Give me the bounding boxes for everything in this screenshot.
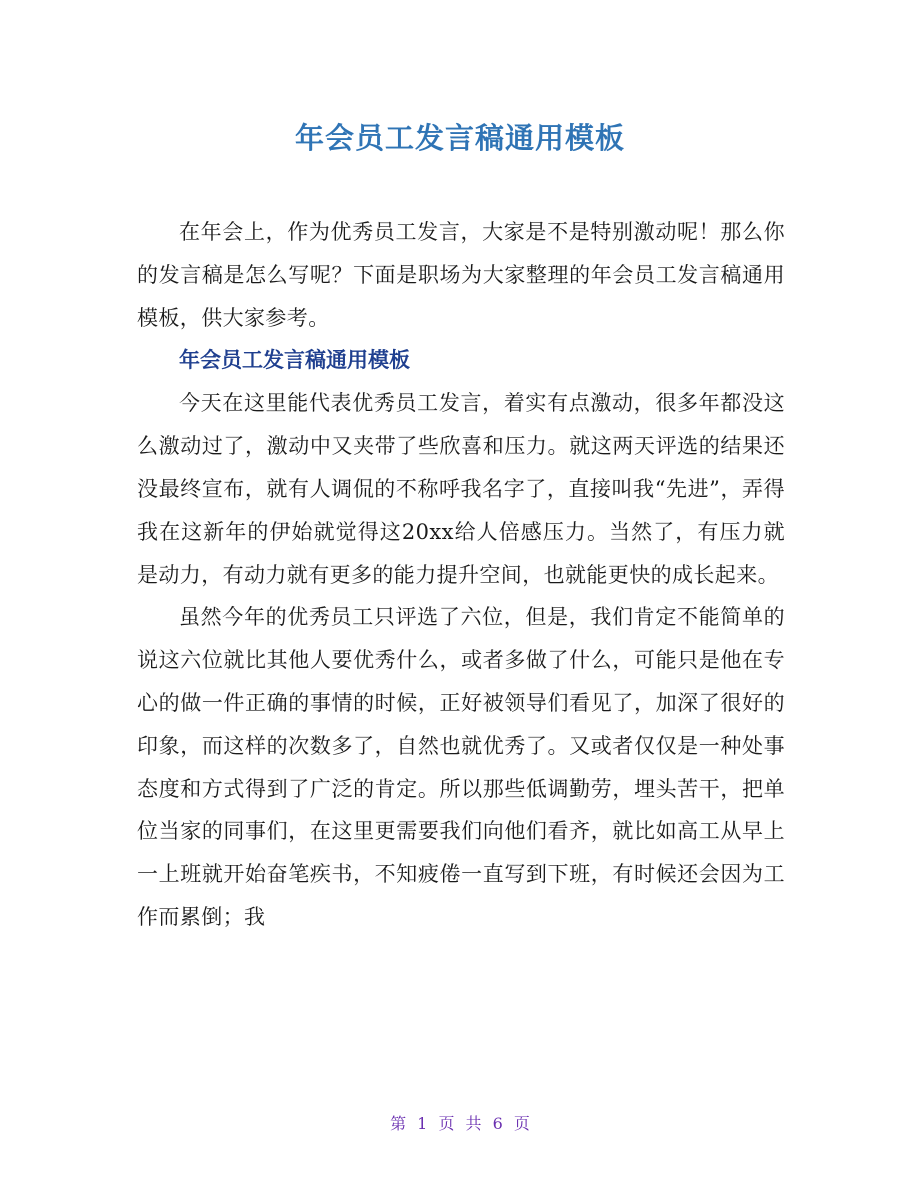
- document-title: 年会员工发言稿通用模板: [294, 121, 625, 155]
- section-heading: 年会员工发言稿通用模板: [179, 348, 410, 373]
- body-paragraph-1: 今天在这里能代表优秀员工发言，着实有点激动，很多年都没这么激动过了，激动中又夹带了些欣喜和压力。就这两天评选的结果还没最终宣布，就有人调侃的不称呼我名字了，直接叫我“先进”，弄得我在这新年的伊始就觉得这20xx给人倍感压力。当然了，有压力就是动力，有动力就有更多的能力提升空间，也就能更快的成长起来。: [137, 391, 785, 587]
- document-body: [137, 211, 785, 939]
- page-number-footer: 第 1 页 共 6 页: [390, 1114, 530, 1133]
- intro-paragraph: 在年会上，作为优秀员工发言，大家是不是特别激动呢！那么你的发言稿是怎么写呢？下面是职场为大家整理的年会员工发言稿通用模板，供大家参考。: [137, 220, 785, 330]
- body-paragraph-2: 虽然今年的优秀员工只评选了六位，但是，我们肯定不能简单的说这六位就比其他人要优秀什么，或者多做了什么，可能只是他在专心的做一件正确的事情的时候，正好被领导们看见了，加深了很好的印象，而这样的次数多了，自然也就优秀了。又或者仅仅是一种处事态度和方式得到了广泛的肯定。所以那些低调勤劳，埋头苦干，把单位当家的同事们，在这里更需要我们向他们看齐，就比如高工从早上一上班就开始奋笔疾书，不知疲倦一直写到下班，有时候还会因为工作而累倒；我: [137, 605, 785, 929]
